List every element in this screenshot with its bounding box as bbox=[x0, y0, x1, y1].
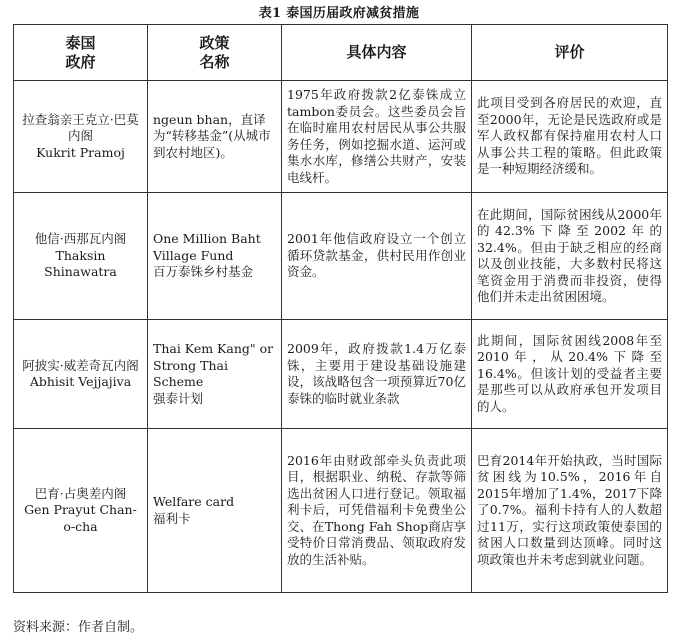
policy-cell: ngeun bhan，直译为“转移基金”(从城市到农村地区)。 bbox=[148, 81, 282, 193]
evaluation-cell: 在此期间，国际贫困线从2000年的42.3%下降至2002年的32.4%。但由于缺乏相应的经商以及创业技能，大多数村民将这笔资金用于消费而非投资，使得他们并未走出贫困困境。 bbox=[472, 193, 668, 320]
evaluation-cell: 巴育2014年开始执政，当时国际贫困线为10.5%，2016年自2015年增加了1.4%，2017下降了0.7%。福利卡持有人的人数超过11万，实行这项政策使泰国的贫困人口数量到达顶峰。同时这项政策也并未考虑到就业问题。 bbox=[472, 429, 668, 593]
evaluation-cell: 此期间，国际贫困线2008年至2010年，从20.4%下降至16.4%。但该计划的受益者主要是那些可以从政府承包开发项目的人。 bbox=[472, 320, 668, 429]
government-cell: 他信·西那瓦内阁 Thaksin Shinawatra bbox=[14, 193, 148, 320]
poverty-policy-table bbox=[13, 24, 668, 593]
header-evaluation: 评价 bbox=[472, 25, 668, 81]
content-cell: 1975年政府拨款2亿泰铢成立tambon委员会。这些委员会旨在临时雇用农村居民从事公共服务任务，例如挖掘水道、运河或集水水库，修缮公共财产，安装电线杆。 bbox=[282, 81, 472, 193]
government-cell: 拉查翁亲王克立·巴莫内阁 Kukrit Pramoj bbox=[14, 81, 148, 193]
table-row bbox=[14, 320, 668, 429]
policy-cell: One Million Baht Village Fund 百万泰铢乡村基金 bbox=[148, 193, 282, 320]
table-row bbox=[14, 81, 668, 193]
content-cell: 2009年，政府拨款1.4万亿泰铢，主要用于建设基础设施建设，该战略包含一项预算近70亿泰铢的临时就业条款 bbox=[282, 320, 472, 429]
table-row bbox=[14, 429, 668, 593]
header-content: 具体内容 bbox=[282, 25, 472, 81]
header-policy: 政策 名称 bbox=[148, 25, 282, 81]
evaluation-cell: 此项目受到各府居民的欢迎，直至2000年，无论是民选政府或是军人政权都有保持雇用农村人口从事公共工程的策略。但此政策是一种短期经济缓和。 bbox=[472, 81, 668, 193]
content-cell: 2001年他信政府设立一个创立循环贷款基金，供村民用作创业资金。 bbox=[282, 193, 472, 320]
government-cell: 巴育·占奥差内阁 Gen Prayut Chan-o-cha bbox=[14, 429, 148, 593]
policy-cell: Thai Kem Kang" or Strong Thai Scheme 强泰计划 bbox=[148, 320, 282, 429]
header-government: 泰国 政府 bbox=[14, 25, 148, 81]
source-note: 资料来源：作者自制。 bbox=[13, 620, 144, 635]
policy-cell: Welfare card 福利卡 bbox=[148, 429, 282, 593]
government-cell: 阿披实·威差奇瓦内阁 Abhisit Vejjajiva bbox=[14, 320, 148, 429]
table-caption: 表1 泰国历届政府减贫措施 bbox=[258, 6, 420, 21]
content-cell: 2016年由财政部牵头负责此项目，根据职业、纳税、存款等筛选出贫困人口进行登记。领取福利卡后，可凭借福利卡免费坐公交、在Thong Fah Shop商店享受特价日常消费品、领取政府发放的生活补贴。 bbox=[282, 429, 472, 593]
table-row bbox=[14, 193, 668, 320]
